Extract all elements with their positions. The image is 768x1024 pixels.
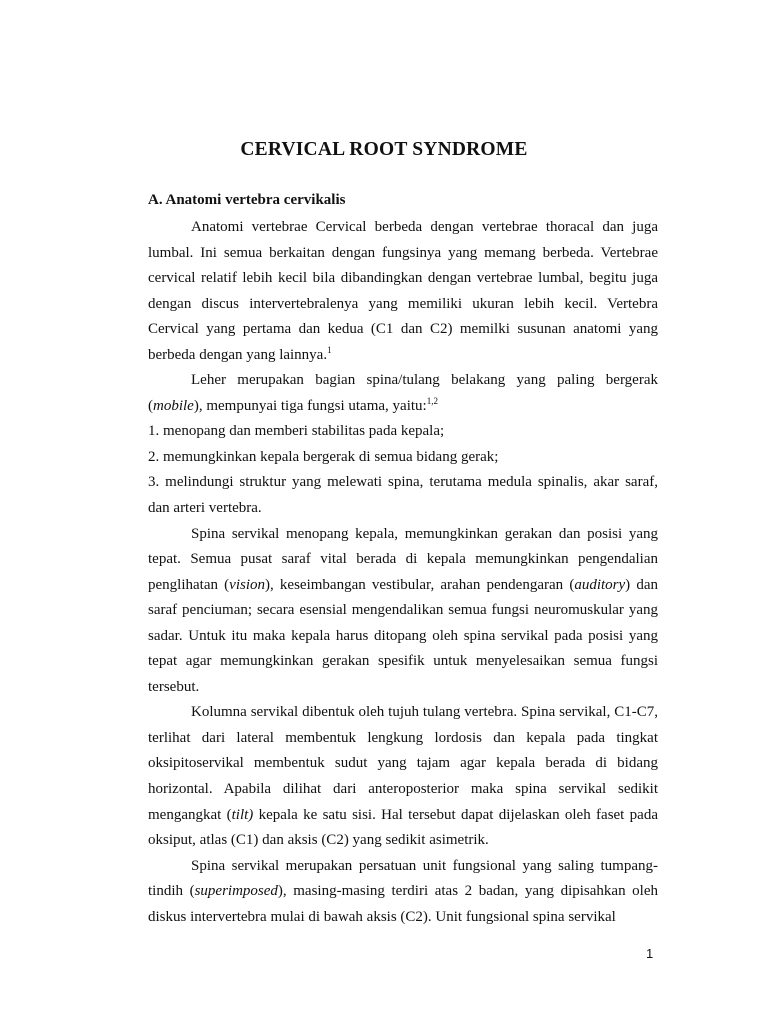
italic-term: mobile (153, 397, 194, 414)
paragraph-text: ), mempunyai tiga fungsi utama, yaitu: (193, 397, 427, 414)
page-number: 1 (646, 946, 654, 961)
italic-term: auditory (574, 576, 626, 593)
paragraph-text: kepala ke satu sisi. Hal tersebut dapat dijelaskan oleh faset pada oksiput, atlas (C1) dan aksis (C2) yang sedikit asimetrik. (148, 806, 658, 849)
citation-ref: 1 (327, 344, 332, 355)
paragraph-text: ) dan saraf penciuman; secara esensial mengendalikan semua fungsi neuromuskular yang sadar. Untuk itu maka kepala harus ditopang oleh spina servikal pada posisi yang tepat agar memungkinkan gerakan spesifik untuk menyelesaikan semua fungsi tersebut. (148, 576, 659, 695)
page-title: CERVICAL ROOT SYNDROME (240, 139, 528, 160)
paragraph-text: ), masing-masing terdiri atas 2 badan, yang dipisahkan oleh diskus intervertebra mulai di bawah aksis (C2). Unit fungsional spina servikal (148, 883, 658, 925)
paragraph-text: Spina servikal merupakan persatuan unit fungsional yang saling tumpang-tindih ( (148, 857, 658, 900)
italic-term: superimposed (194, 883, 278, 900)
paragraph-anatomy-intro (148, 215, 658, 368)
paragraph-text: Anatomi vertebrae Cervical berbeda dengan vertebrae thoracal dan juga lumbal. Ini semua berkaitan dengan fungsinya yang memang berbeda. Vertebrae cervical relatif lebih kecil bila dibandingkan dengan vertebrae lumbal, begitu juga dengan discus intervertebralenya yang memiliki ukuran lebih kecil. Vertebra Cervical yang pertama dan kedua (C1 dan C2) memilki susunan anatomi yang berbeda dengan yang lainnya. (148, 219, 658, 363)
paragraph-cervical-support (148, 522, 658, 701)
paragraph-text: Spina servikal menopang kepala, memungkinkan gerakan dan posisi yang tepat. Semua pusat saraf vital berada di kepala memungkinkan pengendalian penglihatan ( (148, 525, 658, 593)
paragraph-cervical-column (148, 700, 658, 853)
paragraph-neck-function (148, 368, 658, 419)
paragraph-text: Leher merupakan bagian spina/tulang belakang yang paling bergerak ( (148, 372, 658, 414)
paragraph-functional-unit (148, 854, 658, 931)
body-text (148, 215, 658, 930)
italic-term: vision (229, 576, 265, 593)
italic-term: tilt) (231, 806, 254, 823)
list-item: 3. melindungi struktur yang melewati spina, terutama medula spinalis, akar saraf, dan arteri vertebra. (148, 474, 658, 517)
citation-ref: 1,2 (426, 395, 438, 406)
paragraph-text: ), keseimbangan vestibular, arahan pendengaran ( (265, 576, 575, 593)
paragraph-text: Kolumna servikal dibentuk oleh tujuh tulang vertebra. Spina servikal, C1-C7, terlihat dari lateral membentuk lengkung lordosis dan kepala pada tingkat oksipitoservikal membentuk sudut yang tajam agar kepala berada di bidang horizontal. Apabila dilihat dari anteroposterior maka spina servikal sedikit mengangkat ( (148, 704, 658, 823)
section-heading: A. Anatomi vertebra cervikalis (148, 192, 346, 208)
list-item: 2. memungkinkan kepala bergerak di semua bidang gerak; (148, 448, 499, 465)
list-item: 1. menopang dan memberi stabilitas pada kepala; (148, 423, 445, 440)
